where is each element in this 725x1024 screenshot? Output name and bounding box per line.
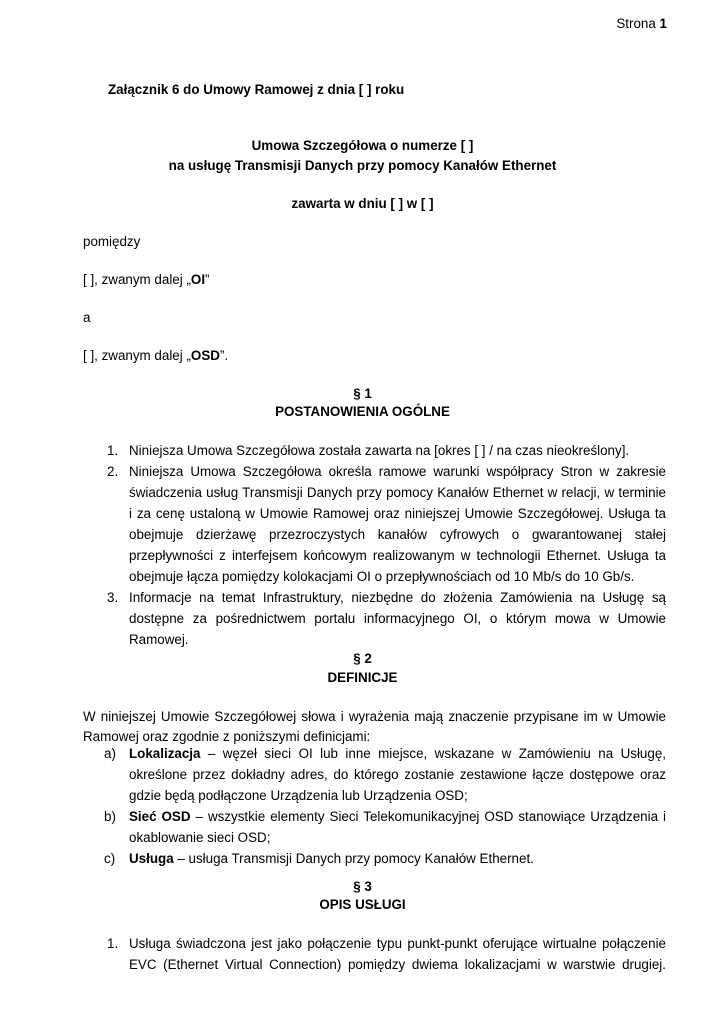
party-oi-prefix: [ ], zwanym dalej „	[83, 272, 191, 287]
section3-item-1	[83, 933, 666, 975]
definition-siec-osd	[83, 806, 666, 848]
party-osd	[83, 348, 228, 363]
list-item-number: 2.	[107, 464, 119, 479]
between-label: pomiędzy	[83, 234, 141, 249]
party-oi-name: OI	[190, 272, 206, 287]
list-item-number: 3.	[107, 590, 119, 605]
contract-title-line2: na usługę Transmisji Danych przy pomocy Kanałów Ethernet	[168, 158, 557, 173]
definition-term: Lokalizacja	[129, 746, 201, 761]
section1-list	[83, 440, 666, 650]
and-label: a	[83, 310, 91, 325]
concluded-line: zawarta w dniu [ ] w [ ]	[291, 196, 434, 211]
definition-text: – usługa Transmisji Danych przy pomocy Kanałów Ethernet.	[173, 851, 534, 866]
section1-item-2	[83, 461, 666, 587]
party-oi-suffix: ”	[205, 272, 210, 287]
definition-usluga	[83, 848, 666, 869]
party-osd-prefix: [ ], zwanym dalej „	[83, 348, 191, 363]
section2-intro: W niniejszej Umowie Szczegółowej słowa i wyrażenia mają znaczenie przypisane im w Umowie Ramowej oraz zgodnie z poniższymi definicjami:	[83, 709, 666, 744]
section3-title: OPIS USŁUGI	[319, 897, 406, 912]
list-item-text: Informacje na temat Infrastruktury, niezbędne do złożenia Zamówienia na Usługę są dostępne za pośrednictwem portalu informacyjnego OI, o którym mowa w Umowie Ramowej.	[129, 590, 666, 647]
definition-term: Sieć OSD	[129, 809, 191, 824]
section1-item-3	[83, 587, 666, 650]
list-item-number: 1.	[107, 936, 119, 951]
definition-lokalizacja	[83, 743, 666, 806]
list-item-text: Niniejsza Umowa Szczegółowa została zawarta na [okres [ ] / na czas nieokreślony].	[129, 443, 630, 458]
list-item-number: 1.	[107, 443, 119, 458]
page-label: Strona	[616, 16, 656, 31]
list-item-letter: b)	[104, 809, 116, 824]
list-item-letter: c)	[104, 851, 116, 866]
section3-number: § 3	[353, 879, 372, 894]
page-header	[616, 16, 667, 31]
definition-term: Usługa	[129, 851, 174, 866]
party-osd-name: OSD	[190, 348, 220, 363]
party-osd-suffix: ”.	[219, 348, 229, 363]
page-number: 1	[659, 16, 667, 31]
section1-title: POSTANOWIENIA OGÓLNE	[275, 404, 450, 419]
party-oi	[83, 272, 210, 287]
contract-title-line1: Umowa Szczegółowa o numerze [ ]	[251, 138, 474, 153]
section1-item-1	[83, 440, 666, 461]
list-item-letter: a)	[104, 746, 116, 761]
section2-number: § 2	[353, 651, 372, 666]
definition-text: – wszystkie elementy Sieci Telekomunikacyjnej OSD stanowiące Urządzenia i okablowanie sieci OSD;	[129, 809, 666, 845]
definition-text: – węzeł sieci OI lub inne miejsce, wskazane w Zamówieniu na Usługę, określone przez dokładny adres, do którego zostanie zestawione łącze dostępowe oraz gdzie będą podłączone Urządzenia lub Urządzenia OSD;	[129, 746, 666, 803]
section2-title: DEFINICJE	[327, 670, 398, 685]
list-item-text: Usługa świadczona jest jako połączenie typu punkt-punkt oferujące wirtualne połączenie EVC (Ethernet Virtual Connection) pomiędzy dwiema lokalizacjami w warstwie drugiej.	[129, 936, 666, 972]
list-item-text: Niniejsza Umowa Szczegółowa określa ramowe warunki współpracy Stron w zakresie świadczenia usług Transmisji Danych przy pomocy Kanałów Ethernet w relacji, w terminie i za cenę ustaloną w Umowie Ramowej oraz niniejszej Umowie Szczegółowej. Usługa ta obejmuje dzierżawę przezroczystych kanałów cyfrowych o gwarantowanej stałej przepływności z interfejsem końcowym realizowanym w technologii Ethernet. Usługa ta obejmuje łącza pomiędzy kolokacjami OI o przepływnościach od 10 Mb/s do 10 Gb/s.	[129, 464, 666, 584]
section2-list	[83, 743, 666, 869]
section3-list	[83, 933, 666, 975]
annex-title: Załącznik 6 do Umowy Ramowej z dnia [ ] roku	[108, 82, 405, 97]
section1-number: § 1	[353, 386, 372, 401]
